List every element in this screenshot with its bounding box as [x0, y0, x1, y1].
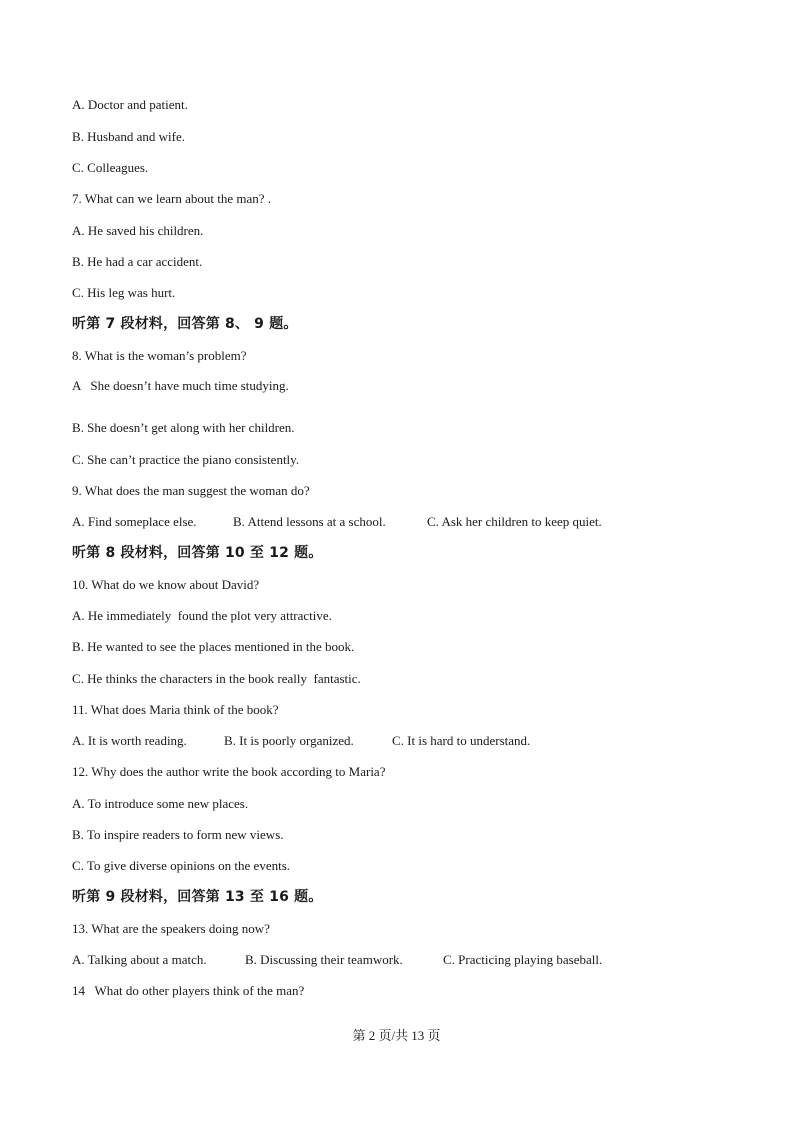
q13-option-a: A. Talking about a match. — [72, 952, 207, 967]
q8-option-a: A She doesn’t have much time studying. — [72, 378, 289, 393]
q10-question: 10. What do we know about David? — [72, 577, 260, 592]
q9-option-a: A. Find someplace else. — [72, 514, 197, 529]
q11-option-b: B. It is poorly organized. — [224, 733, 354, 748]
q11-question: 11. What does Maria think of the book? — [72, 702, 279, 717]
q12-option-a: A. To introduce some new places. — [72, 796, 249, 811]
q11-option-c: C. It is hard to understand. — [392, 733, 531, 748]
q13-option-b: B. Discussing their teamwork. — [245, 952, 403, 967]
q13-question: 13. What are the speakers doing now? — [72, 921, 270, 936]
q6-option-b: B. Husband and wife. — [72, 129, 186, 144]
q7-option-c: C. His leg was hurt. — [72, 285, 176, 300]
q10-option-b: B. He wanted to see the places mentioned in the book. — [72, 639, 355, 654]
q14-question: 14 What do other players think of the man? — [72, 983, 305, 998]
q12-option-b: B. To inspire readers to form new views. — [72, 827, 284, 842]
page-number-footer: 第 2 页/共 13 页 — [352, 1028, 441, 1043]
q8-question: 8. What is the woman’s problem? — [72, 348, 247, 363]
q12-question: 12. Why does the author write the book according to Maria? — [72, 764, 386, 779]
section-heading-8: 听第 8 段材料，回答第 10 至 12 题。 — [72, 545, 323, 561]
q11-option-a: A. It is worth reading. — [72, 733, 187, 748]
q13-option-c: C. Practicing playing baseball. — [443, 952, 603, 967]
q6-option-c: C. Colleagues. — [72, 160, 149, 175]
q9-option-b: B. Attend lessons at a school. — [233, 514, 386, 529]
q9-option-c: C. Ask her children to keep quiet. — [427, 514, 602, 529]
q10-option-a: A. He immediately found the plot very attractive. — [72, 608, 332, 623]
q6-option-a: A. Doctor and patient. — [72, 97, 188, 112]
q7-option-b: B. He had a car accident. — [72, 254, 203, 269]
q8-option-c: C. She can’t practice the piano consistently. — [72, 452, 300, 467]
section-heading-9: 听第 9 段材料，回答第 13 至 16 题。 — [72, 889, 323, 905]
q7-option-a: A. He saved his children. — [72, 223, 204, 238]
section-heading-7: 听第 7 段材料，回答第 8、 9 题。 — [72, 316, 298, 332]
q10-option-c: C. He thinks the characters in the book really fantastic. — [72, 671, 361, 686]
q12-option-c: C. To give diverse opinions on the events. — [72, 858, 291, 873]
q7-question: 7. What can we learn about the man? . — [72, 191, 272, 206]
q8-option-b: B. She doesn’t get along with her children. — [72, 420, 295, 435]
q9-question: 9. What does the man suggest the woman do? — [72, 483, 310, 498]
